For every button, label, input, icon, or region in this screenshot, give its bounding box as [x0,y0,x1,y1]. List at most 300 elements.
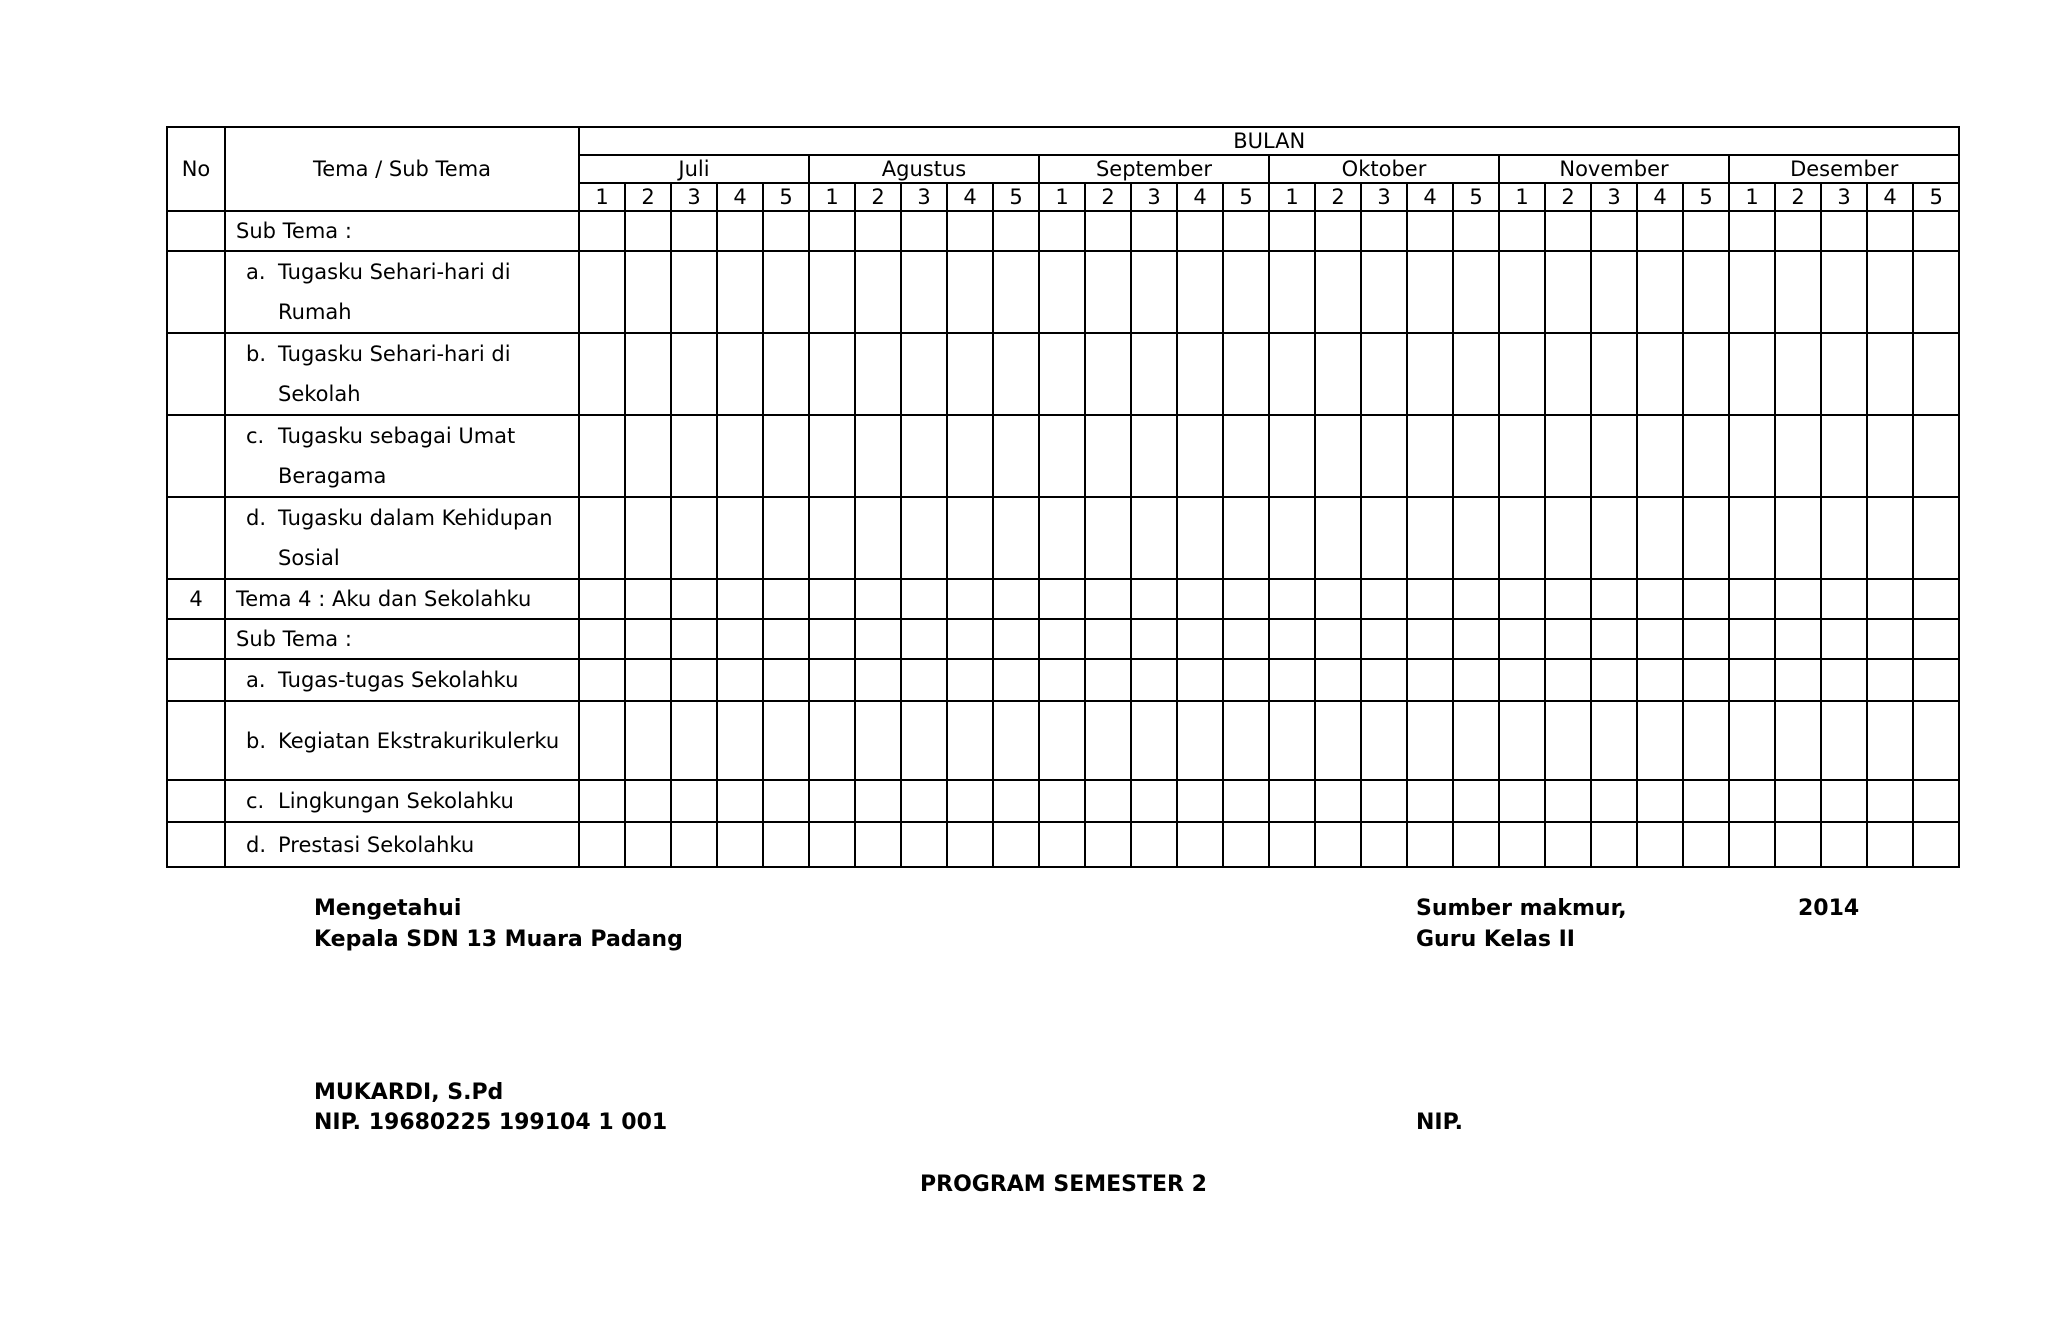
week-cell [1223,822,1269,867]
week-cell [1453,497,1499,579]
week-cell [1223,780,1269,822]
week-cell [1913,211,1959,251]
subtheme-item [236,721,574,761]
week-cell [1775,822,1821,867]
week-cell [1821,659,1867,701]
week-cell [1177,701,1223,780]
row-number [167,659,225,701]
header-week: 3 [1821,183,1867,211]
week-cell [947,211,993,251]
week-cell [1591,415,1637,497]
subtheme-item [236,660,574,700]
week-cell [1269,619,1315,659]
week-cell [579,497,625,579]
week-cell [1591,579,1637,619]
week-cell [717,497,763,579]
week-cell [1223,619,1269,659]
week-cell [1269,780,1315,822]
week-cell [1867,415,1913,497]
week-cell [1131,415,1177,497]
week-cell [579,780,625,822]
week-cell [1407,333,1453,415]
week-cell [625,619,671,659]
subtheme-item [236,334,574,414]
week-cell [993,211,1039,251]
table-row [167,211,1959,251]
week-cell [1269,333,1315,415]
headmaster-name: MUKARDI, S.Pd [314,1080,504,1105]
week-cell [1131,251,1177,333]
week-cell [1085,619,1131,659]
week-cell [1039,619,1085,659]
week-cell [1867,701,1913,780]
week-cell [1361,251,1407,333]
week-cell [1361,415,1407,497]
week-cell [1637,659,1683,701]
item-marker: c. [246,424,265,448]
item-text: Kegiatan Ekstrakurikulerku [278,728,560,753]
row-tema [225,415,579,497]
week-cell [993,497,1039,579]
week-cell [671,659,717,701]
row-tema [225,211,579,251]
week-cell [1407,701,1453,780]
week-cell [1453,251,1499,333]
week-cell [1545,822,1591,867]
row-tema [225,579,579,619]
row-label: Sub Tema : [236,219,352,243]
header-month: Juli [579,155,809,183]
item-text: Tugasku Sehari-hari di Rumah [278,260,511,324]
week-cell [1223,579,1269,619]
week-cell [1637,780,1683,822]
header-no: No [167,127,225,211]
week-cell [993,701,1039,780]
week-cell [1039,701,1085,780]
week-cell [1913,780,1959,822]
header-month: September [1039,155,1269,183]
week-cell [1131,579,1177,619]
week-cell [1545,251,1591,333]
week-cell [1131,822,1177,867]
subtheme-item [236,825,574,865]
week-cell [809,619,855,659]
week-cell [1223,415,1269,497]
week-cell [809,822,855,867]
week-cell [763,822,809,867]
week-cell [1177,415,1223,497]
document-title: PROGRAM SEMESTER 2 [920,1172,1207,1197]
week-cell [1867,251,1913,333]
row-label: Tema 4 : Aku dan Sekolahku [236,587,532,611]
row-tema [225,251,579,333]
week-cell [579,822,625,867]
week-cell [1223,211,1269,251]
table-row [167,251,1959,333]
week-cell [1039,780,1085,822]
week-cell [1361,701,1407,780]
week-cell [763,659,809,701]
week-cell [855,619,901,659]
week-cell [1775,333,1821,415]
week-cell [671,333,717,415]
week-cell [1775,211,1821,251]
week-cell [625,415,671,497]
week-cell [1361,780,1407,822]
row-tema [225,659,579,701]
week-cell [1637,415,1683,497]
week-cell [717,701,763,780]
year: 2014 [1798,896,1860,921]
week-cell [763,497,809,579]
week-cell [1407,659,1453,701]
week-cell [947,659,993,701]
week-cell [1039,333,1085,415]
week-cell [993,579,1039,619]
week-cell [1177,659,1223,701]
week-cell [1913,251,1959,333]
week-cell [1821,780,1867,822]
week-cell [1177,822,1223,867]
header-week: 1 [1729,183,1775,211]
week-cell [1499,780,1545,822]
subtheme-item [236,781,574,821]
week-cell [1453,822,1499,867]
week-cell [717,579,763,619]
week-cell [1177,780,1223,822]
week-cell [1131,333,1177,415]
subtheme-item [236,252,574,332]
table-row [167,579,1959,619]
week-cell [947,780,993,822]
week-cell [763,619,809,659]
week-cell [993,619,1039,659]
header-week: 4 [717,183,763,211]
week-cell [671,822,717,867]
week-cell [993,659,1039,701]
week-cell [1683,211,1729,251]
week-cell [1821,333,1867,415]
week-cell [1867,211,1913,251]
week-cell [855,659,901,701]
week-cell [1361,579,1407,619]
week-cell [763,211,809,251]
week-cell [1085,659,1131,701]
week-cell [1177,211,1223,251]
week-cell [1499,251,1545,333]
week-cell [1683,579,1729,619]
item-marker: d. [246,832,267,857]
header-week: 1 [579,183,625,211]
header-week: 1 [1039,183,1085,211]
week-cell [1177,497,1223,579]
row-label: Sub Tema : [236,627,352,651]
week-cell [1223,497,1269,579]
week-cell [901,211,947,251]
week-cell [625,780,671,822]
item-marker: a. [246,668,266,692]
week-cell [717,251,763,333]
header-week: 4 [1637,183,1683,211]
week-cell [809,415,855,497]
week-cell [1085,211,1131,251]
row-number [167,251,225,333]
week-cell [1223,701,1269,780]
week-cell [1729,579,1775,619]
week-cell [1499,579,1545,619]
week-cell [1453,619,1499,659]
week-cell [1499,333,1545,415]
week-cell [901,822,947,867]
week-cell [1775,415,1821,497]
week-cell [1407,619,1453,659]
week-cell [763,333,809,415]
week-cell [1315,579,1361,619]
row-tema [225,701,579,780]
week-cell [1637,619,1683,659]
week-cell [901,251,947,333]
week-cell [1269,211,1315,251]
week-cell [579,251,625,333]
week-cell [1775,251,1821,333]
row-number [167,619,225,659]
row-tema [225,822,579,867]
header-week: 3 [1591,183,1637,211]
week-cell [625,659,671,701]
row-number [167,780,225,822]
week-cell [1729,619,1775,659]
week-cell [1591,659,1637,701]
week-cell [1867,822,1913,867]
week-cell [1913,659,1959,701]
week-cell [1131,701,1177,780]
week-cell [1591,333,1637,415]
row-tema [225,780,579,822]
header-week: 2 [1775,183,1821,211]
header-bulan: BULAN [579,127,1959,155]
row-number [167,822,225,867]
week-cell [1361,333,1407,415]
header-week: 1 [1269,183,1315,211]
week-cell [901,701,947,780]
week-cell [1361,659,1407,701]
week-cell [947,701,993,780]
week-cell [1315,415,1361,497]
week-cell [1591,211,1637,251]
week-cell [1407,251,1453,333]
week-cell [1131,211,1177,251]
week-cell [1729,822,1775,867]
place-date: Sumber makmur, [1416,896,1627,921]
week-cell [671,415,717,497]
week-cell [1039,251,1085,333]
week-cell [1545,619,1591,659]
week-cell [1913,333,1959,415]
item-marker: d. [246,506,267,530]
week-cell [1683,415,1729,497]
week-cell [1361,211,1407,251]
week-cell [625,497,671,579]
item-marker: a. [246,260,266,284]
week-cell [947,822,993,867]
week-cell [855,701,901,780]
week-cell [763,579,809,619]
week-cell [947,619,993,659]
week-cell [855,579,901,619]
week-cell [671,780,717,822]
table-row [167,497,1959,579]
week-cell [1039,415,1085,497]
week-cell [855,415,901,497]
week-cell [1821,579,1867,619]
week-cell [671,251,717,333]
table-row [167,780,1959,822]
week-cell [855,211,901,251]
week-cell [717,619,763,659]
week-cell [809,333,855,415]
week-cell [579,701,625,780]
week-cell [1913,579,1959,619]
week-cell [1407,780,1453,822]
week-cell [1683,497,1729,579]
header-week: 2 [855,183,901,211]
week-cell [1269,251,1315,333]
week-cell [717,415,763,497]
week-cell [1637,333,1683,415]
row-number [167,211,225,251]
week-cell [579,333,625,415]
header-week: 5 [993,183,1039,211]
week-cell [1039,822,1085,867]
row-number [167,333,225,415]
week-cell [671,701,717,780]
week-cell [1591,251,1637,333]
week-cell [1085,333,1131,415]
header-week: 4 [1867,183,1913,211]
week-cell [1315,619,1361,659]
week-cell [1637,579,1683,619]
week-cell [1867,780,1913,822]
table-row [167,619,1959,659]
week-cell [1177,579,1223,619]
week-cell [1085,822,1131,867]
week-cell [855,251,901,333]
week-cell [947,579,993,619]
week-cell [1499,619,1545,659]
week-cell [1269,415,1315,497]
week-cell [1499,415,1545,497]
week-cell [1269,579,1315,619]
week-cell [1315,497,1361,579]
header-row-1 [167,127,1959,155]
week-cell [579,211,625,251]
week-cell [1315,211,1361,251]
week-cell [855,497,901,579]
week-cell [1131,619,1177,659]
week-cell [1591,619,1637,659]
week-cell [947,497,993,579]
week-cell [763,780,809,822]
week-cell [1729,659,1775,701]
week-cell [1361,497,1407,579]
week-cell [1821,619,1867,659]
header-week: 2 [1315,183,1361,211]
week-cell [855,822,901,867]
item-text: Lingkungan Sekolahku [278,789,514,813]
header-week: 4 [947,183,993,211]
table-row [167,822,1959,867]
week-cell [809,659,855,701]
week-cell [625,251,671,333]
headmaster-title: Kepala SDN 13 Muara Padang [314,927,683,952]
week-cell [993,415,1039,497]
week-cell [1775,701,1821,780]
week-cell [1729,497,1775,579]
week-cell [1361,822,1407,867]
week-cell [1637,701,1683,780]
week-cell [1407,497,1453,579]
week-cell [1913,822,1959,867]
week-cell [1591,701,1637,780]
week-cell [1683,822,1729,867]
week-cell [1039,497,1085,579]
item-marker: b. [246,728,267,753]
week-cell [1315,822,1361,867]
header-week: 4 [1407,183,1453,211]
week-cell [1453,415,1499,497]
header-week: 5 [1913,183,1959,211]
week-cell [1683,780,1729,822]
week-cell [625,701,671,780]
week-cell [1729,251,1775,333]
week-cell [717,211,763,251]
week-cell [1775,780,1821,822]
week-cell [763,251,809,333]
week-cell [1453,211,1499,251]
week-cell [1177,333,1223,415]
header-week: 5 [1453,183,1499,211]
header-week: 3 [901,183,947,211]
week-cell [1223,333,1269,415]
week-cell [1729,701,1775,780]
week-cell [1591,780,1637,822]
week-cell [1821,415,1867,497]
week-cell [993,333,1039,415]
week-cell [1315,333,1361,415]
week-cell [993,780,1039,822]
week-cell [1407,415,1453,497]
week-cell [809,780,855,822]
week-cell [1269,659,1315,701]
header-month: Desember [1729,155,1959,183]
week-cell [579,415,625,497]
headmaster-nip: NIP. 19680225 199104 1 001 [314,1110,668,1135]
week-cell [1775,659,1821,701]
week-cell [1085,415,1131,497]
week-cell [1867,619,1913,659]
week-cell [1683,659,1729,701]
week-cell [1085,251,1131,333]
header-week: 4 [1177,183,1223,211]
week-cell [1085,701,1131,780]
row-tema [225,333,579,415]
week-cell [625,822,671,867]
week-cell [1453,579,1499,619]
row-number [167,497,225,579]
teacher-nip: NIP. [1416,1110,1464,1135]
week-cell [1453,780,1499,822]
week-cell [1867,579,1913,619]
